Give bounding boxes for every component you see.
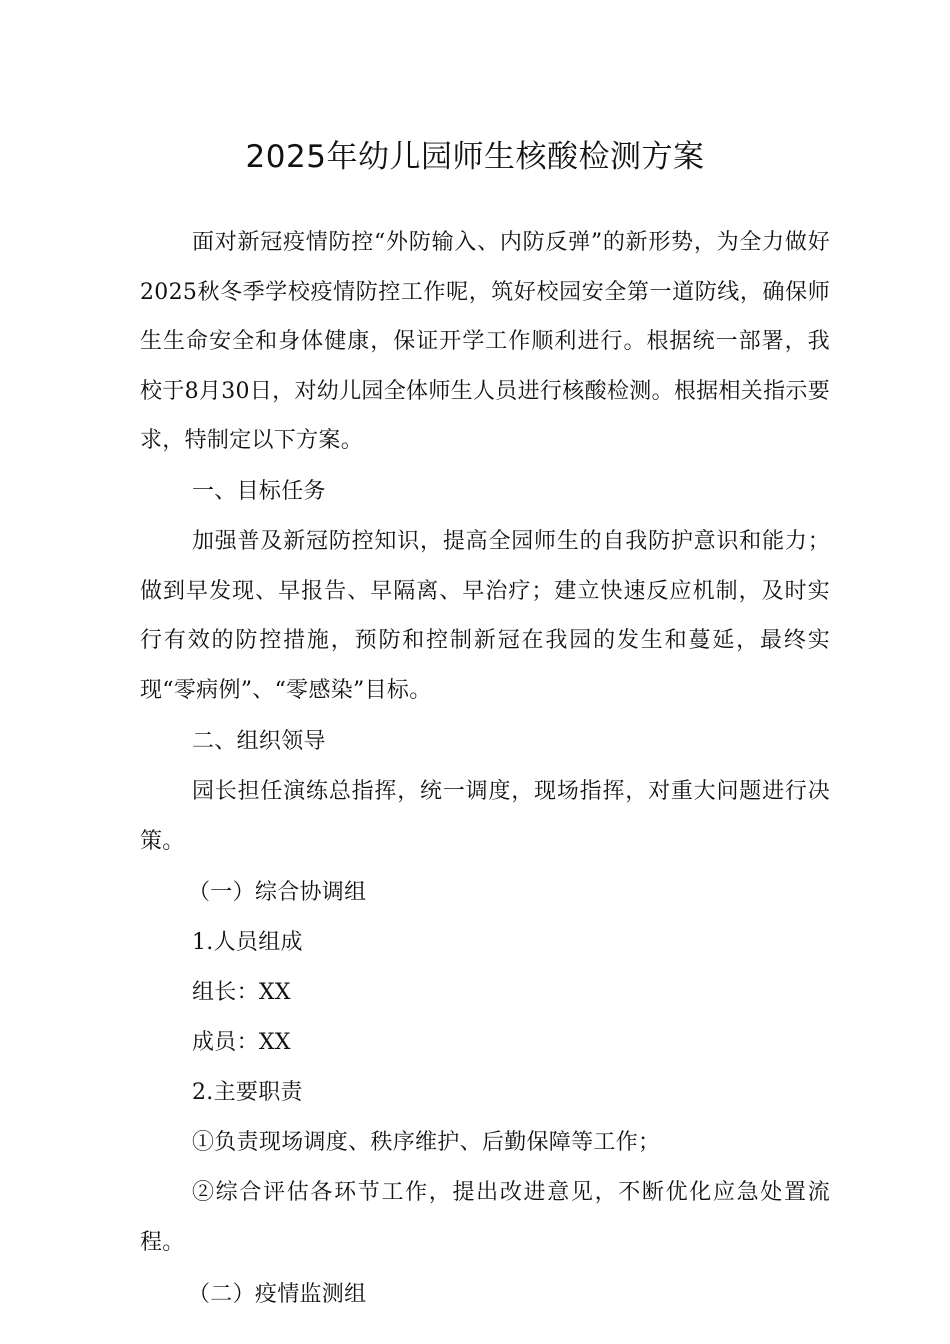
group1-leader: 组长：XX (192, 980, 291, 1005)
section1-heading: 一、目标任务 (192, 479, 326, 504)
intro-paragraph: 面对新冠疫情防控“外防输入、内防反弹”的新形势，为全力做好2025秋冬季学校疫情防控工作呢，筑好校园安全第一道防线，确保师生生命安全和身体健康，保证开学工作顺利进行。根据统一部署，我校于8月30日，对幼儿园全体师生人员进行核酸检测。根据相关指示要求，特制定以下方案。 (140, 230, 830, 453)
section2-paragraph: 园长担任演练总指挥，统一调度，现场指挥，对重大问题进行决策。 (140, 779, 830, 854)
group1-duty-1: ①负责现场调度、秩序维护、后勤保障等工作； (192, 1130, 661, 1155)
section1-paragraph: 加强普及新冠防控知识，提高全园师生的自我防护意识和能力；做到早发现、早报告、早隔离、早治疗；建立快速反应机制，及时实行有效的防控措施，预防和控制新冠在我园的发生和蔓延，最终实现“零病例”、“零感染”目标。 (140, 529, 830, 703)
group2-heading: （二）疫情监测组 (188, 1282, 367, 1307)
group1-members-heading: 1.人员组成 (192, 930, 303, 955)
group1-heading: （一）综合协调组 (188, 880, 367, 905)
section2-heading: 二、组织领导 (192, 729, 326, 754)
group1-member: 成员：XX (192, 1030, 291, 1055)
group1-duty-2: ②综合评估各环节工作，提出改进意见，不断优化应急处置流程。 (140, 1180, 830, 1255)
document-title: 2025年幼儿园师生核酸检测方案 (245, 139, 705, 175)
group1-duties-heading: 2.主要职责 (192, 1080, 303, 1105)
